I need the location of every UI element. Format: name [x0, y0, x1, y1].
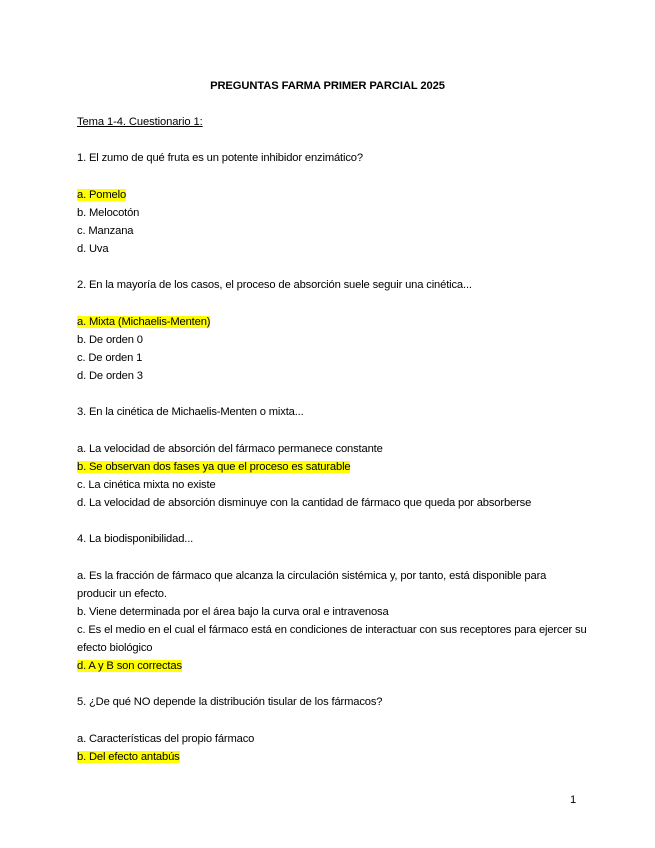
option-text: c. Manzana — [77, 225, 134, 237]
answer-option — [77, 440, 587, 458]
document-body — [77, 114, 587, 785]
answer-options — [77, 567, 587, 675]
answer-option — [77, 476, 587, 494]
question-text: 4. La biodisponibilidad... — [77, 533, 194, 545]
option-text: a. Características del propio fármaco — [77, 733, 255, 745]
option-text: a. Es la fracción de fármaco que alcanza la circulación sistémica y, por tanto, está disponible para producir un efecto. — [77, 570, 547, 600]
question-text: 1. El zumo de qué fruta es un potente inhibidor enzimático? — [77, 152, 363, 164]
option-text: d. De orden 3 — [77, 370, 143, 382]
section-title: Tema 1-4. Cuestionario 1: — [77, 116, 203, 128]
answer-options — [77, 313, 587, 385]
answer-option — [77, 222, 587, 240]
question-text: 2. En la mayoría de los casos, el proceso de absorción suele seguir una cinética... — [77, 279, 472, 291]
option-text: b. Viene determinada por el área bajo la curva oral e intravenosa — [77, 606, 389, 618]
answer-options — [77, 186, 587, 258]
option-text: c. La cinética mixta no existe — [77, 479, 216, 491]
answer-option — [77, 494, 587, 512]
question-2 — [77, 277, 587, 385]
option-text: a. Pomelo — [77, 189, 127, 201]
answer-options — [77, 440, 587, 512]
option-text: b. De orden 0 — [77, 334, 143, 346]
answer-option — [77, 730, 587, 748]
question-3 — [77, 404, 587, 512]
answer-option-correct — [77, 186, 587, 204]
answer-option — [77, 621, 587, 657]
answer-option-correct — [77, 657, 587, 675]
option-text: b. Del efecto antabús — [77, 751, 180, 763]
document-title: PREGUNTAS FARMA PRIMER PARCIAL 2025 — [210, 80, 445, 92]
answer-option — [77, 204, 587, 222]
answer-option-correct — [77, 458, 587, 476]
answer-options — [77, 730, 587, 766]
question-5 — [77, 694, 587, 766]
answer-option — [77, 603, 587, 621]
option-text: b. Se observan dos fases ya que el proceso es saturable — [77, 461, 351, 473]
answer-option-correct — [77, 748, 587, 766]
answer-option — [77, 349, 587, 367]
answer-option — [77, 367, 587, 385]
page-number: 1 — [570, 794, 577, 806]
option-text: c. De orden 1 — [77, 352, 143, 364]
answer-option — [77, 240, 587, 258]
option-text: c. Es el medio en el cual el fármaco está en condiciones de interactuar con sus receptores para ejercer su efecto biológico — [77, 624, 587, 654]
option-text: a. Mixta (Michaelis-Menten) — [77, 316, 211, 328]
question-1 — [77, 150, 587, 258]
question-text: 5. ¿De qué NO depende la distribución tisular de los fármacos? — [77, 696, 383, 708]
answer-option — [77, 567, 587, 603]
answer-option-correct — [77, 313, 587, 331]
answer-option — [77, 331, 587, 349]
option-text: d. La velocidad de absorción disminuye con la cantidad de fármaco que queda por absorberse — [77, 497, 532, 509]
option-text: d. A y B son correctas — [77, 660, 182, 672]
option-text: b. Melocotón — [77, 207, 140, 219]
question-text: 3. En la cinética de Michaelis-Menten o mixta... — [77, 406, 304, 418]
option-text: a. La velocidad de absorción del fármaco permanece constante — [77, 443, 383, 455]
question-4 — [77, 531, 587, 675]
option-text: d. Uva — [77, 243, 109, 255]
